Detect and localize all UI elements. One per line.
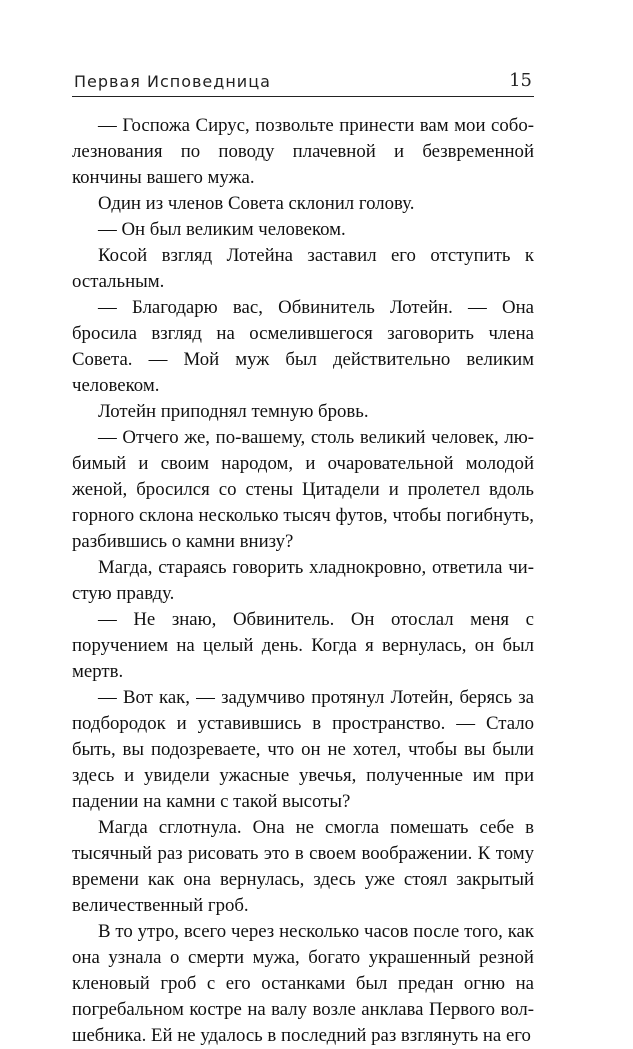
paragraph: — Вот как, — задумчиво протянул Лотейн, берясь за подбородок и уставившись в пространство. — Стало быть, вы подозреваете, что он не хотел, чтобы вы были здесь и увидели ужасные увечья, полученные им при падении на камни с такой высоты? (72, 687, 534, 812)
paragraph: Косой взгляд Лотейна заставил его отступить к остальным. (72, 245, 534, 292)
book-page (72, 68, 534, 1049)
paragraph: — Благодарю вас, Обвинитель Лотейн. — Она бросила взгляд на осмелившегося заговорить члена Совета. — Мой муж был действительно великим человеком. (72, 297, 534, 396)
paragraph: Один из членов Совета склонил голову. (98, 193, 415, 214)
paragraph: — Не знаю, Обвинитель. Он отослал меня с поручением на целый день. Когда я вернулась, он был мертв. (72, 609, 534, 682)
paragraph: Магда сглотнула. Она не смогла помешать себе в тысячный раз рисовать это в своем воображении. К тому времени как она вернулась, здесь уже стоял закрытый величественный гроб. (72, 817, 534, 916)
paragraph: — Он был великим человеком. (98, 219, 346, 240)
paragraph: Магда, стараясь говорить хладнокровно, ответила чистую правду. (72, 557, 534, 604)
paragraph: Лотейн приподнял темную бровь. (98, 401, 369, 422)
paragraph: — Госпожа Сирус, позвольте принести вам мои соболезнования по поводу плачевной и безвременной кончины вашего мужа. (72, 115, 534, 188)
body-text (72, 113, 534, 1049)
paragraph: — Отчего же, по-вашему, столь великий человек, любимый и своим народом, и очаровательной молодой женой, бросился со стены Цитадели и пролетел вдоль горного склона несколько тысяч футов, чтобы погибнуть, разбившись о камни внизу? (72, 427, 534, 552)
page-number: 15 (509, 70, 532, 91)
book-title: Первая Исповедница (74, 72, 271, 91)
running-header (72, 68, 534, 97)
paragraph: В то утро, всего через несколько часов после того, как она узнала о смерти мужа, богато украшенный резной кленовый гроб с его останками был предан огню на погребальном костре на валу возле анклава Первого волшебника. Ей не удалось в последний раз взглянуть на его (72, 921, 534, 1046)
